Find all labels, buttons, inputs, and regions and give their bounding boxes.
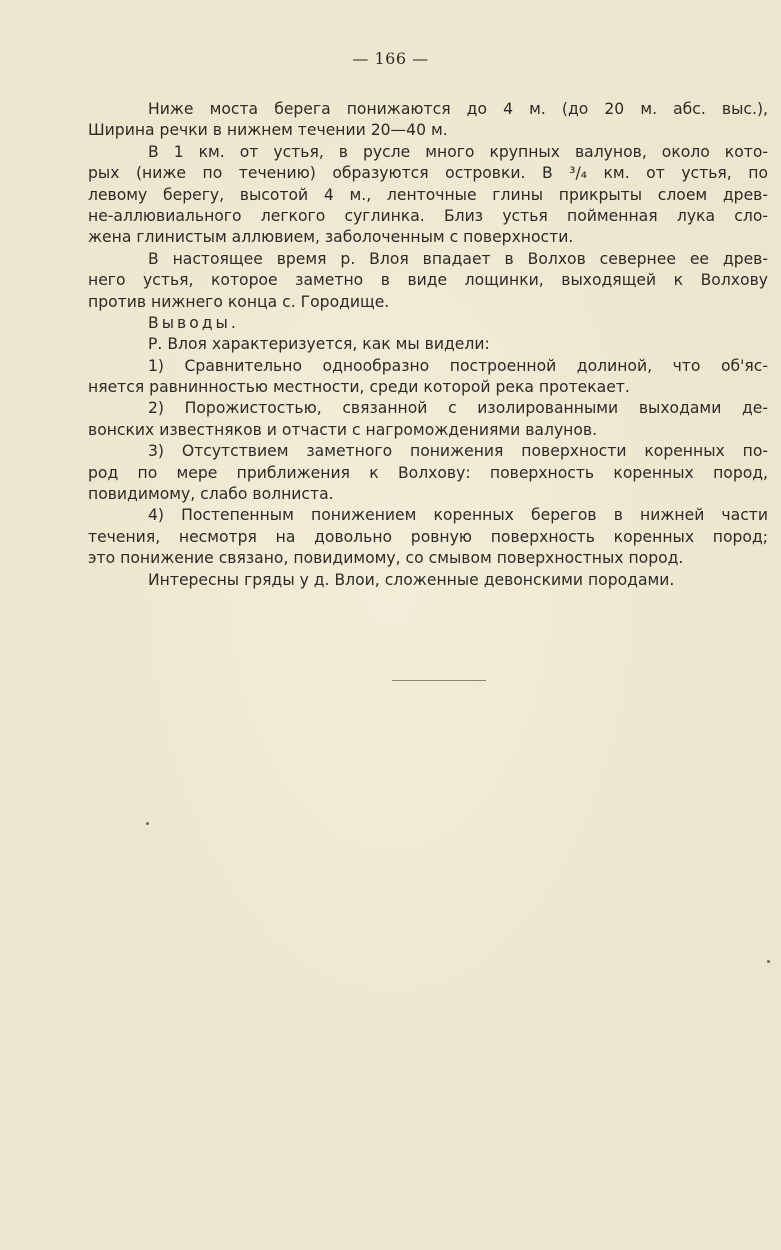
page-number: — 166 —	[352, 49, 429, 68]
paragraph-present	[88, 249, 768, 313]
text-line: 4) Постепенным понижением коренных берегов в нижней части	[148, 506, 768, 525]
paragraph-point-1	[88, 356, 768, 399]
text-line: 3) Отсутствием заметного понижения поверхности коренных по-	[148, 442, 768, 461]
paragraph-conclusions-heading	[88, 313, 768, 334]
section-separator	[392, 680, 486, 681]
text-line: 1) Сравнительно однообразно построенной долиной, что об'яс-	[148, 356, 768, 375]
text-line: 2) Порожистостью, связанной с изолированными выходами де-	[148, 399, 768, 418]
text-line: него устья, которое заметно в виде лощинки, выходящей к Волхову	[88, 271, 768, 290]
text-line: повидимому, слабо волниста.	[88, 485, 334, 504]
text-line: вонских известняков и отчасти с нагромождениями валунов.	[88, 420, 598, 439]
text-line: Выводы.	[148, 313, 239, 332]
text-line: В 1 км. от устья, в русле много крупных валунов, около кото-	[148, 142, 768, 161]
paragraph-point-2	[88, 398, 768, 441]
text-line: против нижнего конца с. Городище.	[88, 292, 390, 311]
text-line: Р. Влоя характеризуется, как мы видели:	[148, 335, 490, 354]
text-line: жена глинистым аллювием, заболоченным с поверхности.	[88, 228, 574, 247]
text-line: это понижение связано, повидимому, со смывом поверхностных пород.	[88, 549, 684, 568]
text-line: Ниже моста берега понижаются до 4 м. (до 20 м. абс. выс.),	[148, 100, 768, 118]
paragraph-banks	[88, 99, 768, 142]
text-line: течения, несмотря на довольно ровную поверхность коренных пород;	[88, 527, 768, 546]
text-line: рых (ниже по течению) образуются островки. В ³/₄ км. от устья, по	[88, 164, 768, 183]
paragraph-ridges	[88, 570, 768, 591]
text-line: левому берегу, высотой 4 м., ленточные глины прикрыты слоем древ-	[88, 185, 768, 204]
text-line: В настоящее время р. Влоя впадает в Волхов севернее ее древ-	[148, 249, 768, 268]
paragraph-point-3	[88, 441, 768, 505]
text-line: род по мере приближения к Волхову: поверхность коренных пород,	[88, 463, 768, 482]
text-line: не-аллювиального легкого суглинка. Близ устья пойменная лука сло-	[88, 206, 768, 225]
body-text	[88, 99, 768, 591]
paragraph-point-4	[88, 505, 768, 569]
paper-speck	[146, 822, 149, 825]
paragraph-mouth	[88, 142, 768, 249]
text-line: Ширина речки в нижнем течении 20—40 м.	[88, 121, 448, 140]
paragraph-characterized	[88, 334, 768, 355]
text-line: Интересны гряды у д. Влои, сложенные девонскими породами.	[148, 570, 675, 589]
paper-speck	[767, 960, 770, 963]
text-line: няется равнинностью местности, среди которой река протекает.	[88, 378, 630, 397]
